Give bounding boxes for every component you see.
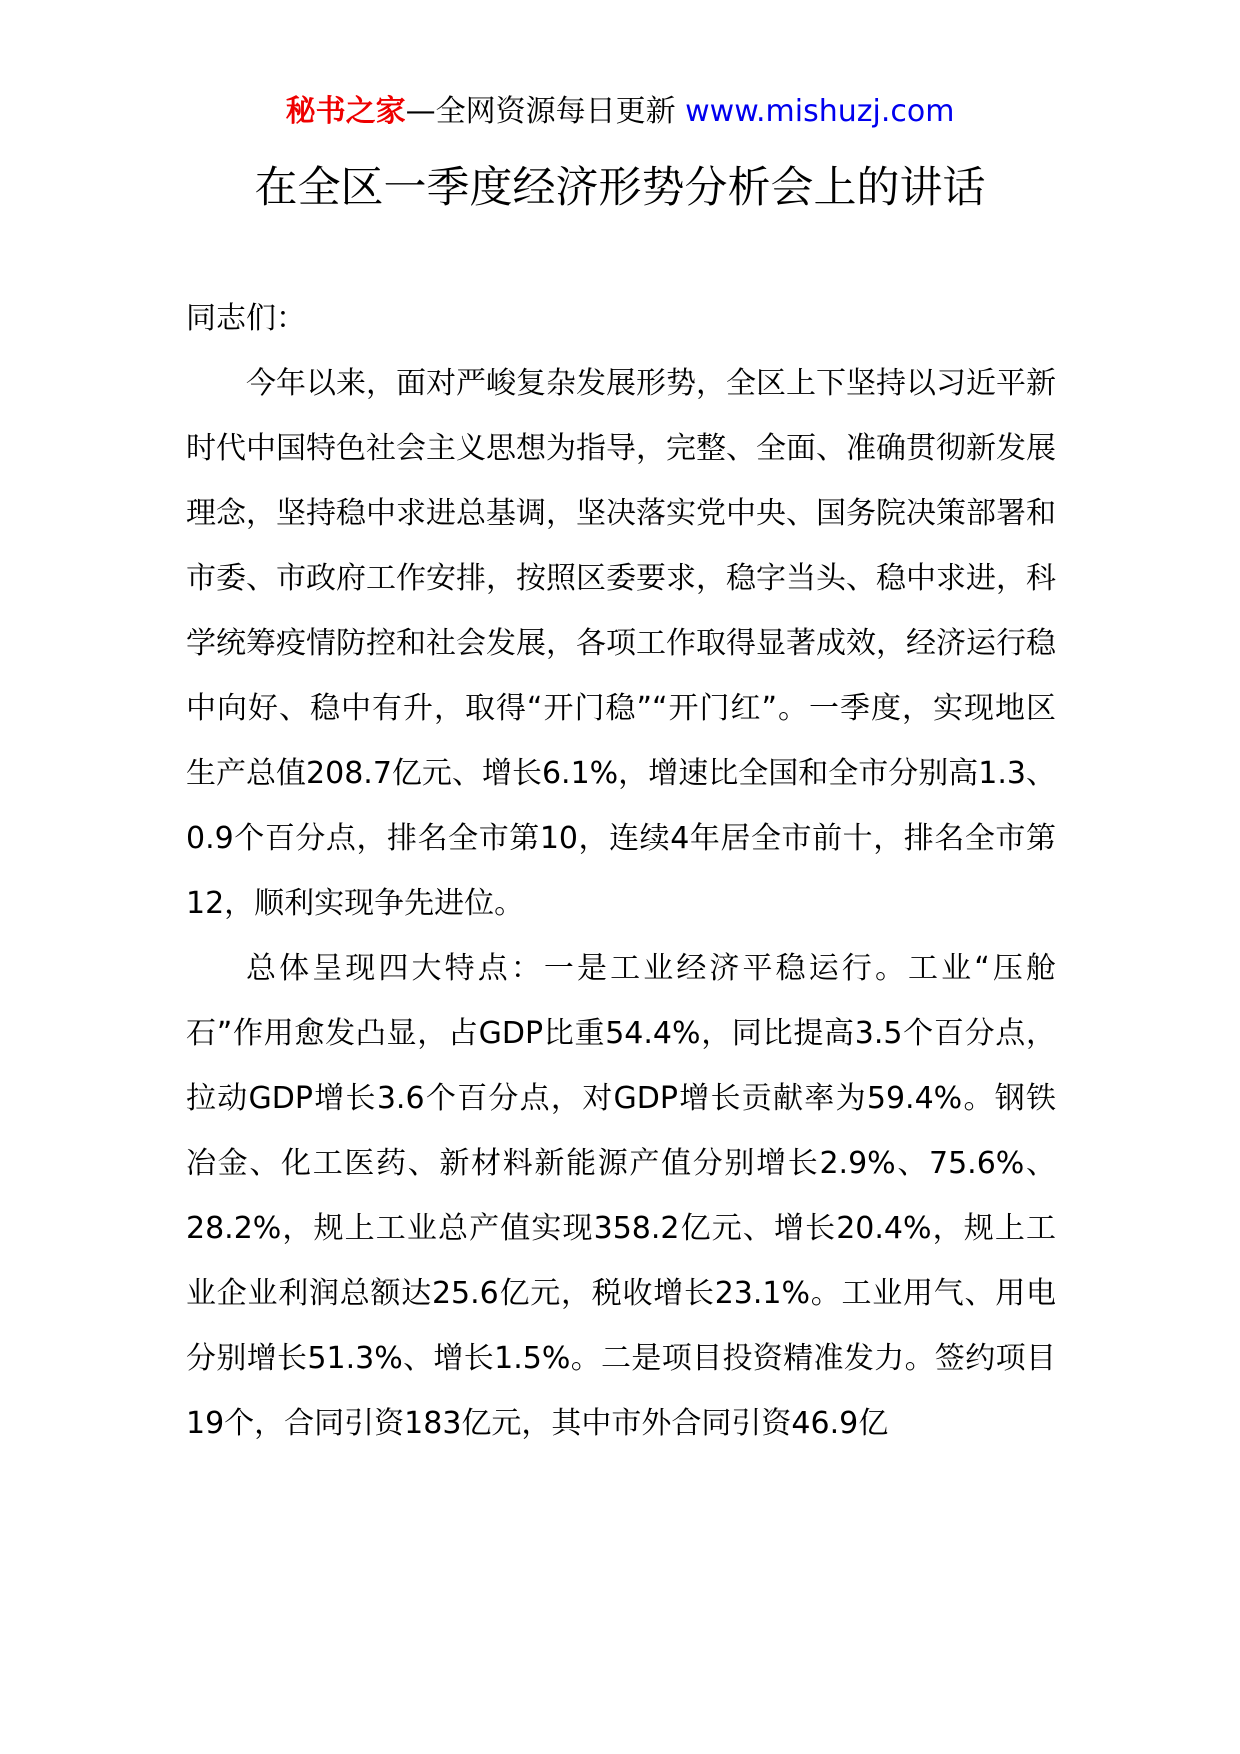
document-body [186, 286, 1056, 1456]
site-url-link[interactable]: www.mishuzj.com [685, 94, 955, 129]
site-header [0, 92, 1240, 132]
document-title: 在全区一季度经济形势分析会上的讲话 [254, 163, 986, 213]
salutation: 同志们： [186, 301, 306, 336]
site-tagline: —全网资源每日更新 [405, 94, 686, 129]
paragraph-2: 总体呈现四大特点：一是工业经济平稳运行。工业“压舱石”作用愈发凸显，占GDP比重54.4%，同比提高3.5个百分点，拉动GDP增长3.6个百分点，对GDP增长贡献率为59.4%。钢铁冶金、化工医药、新材料新能源产值分别增长2.9%、75.6%、28.2%，规上工业总产值实现358.2亿元、增长20.4%，规上工业企业利润总额达25.6亿元，税收增长23.1%。工业用气、用电分别增长51.3%、增长1.5%。二是项目投资精准发力。签约项目19个，合同引资183亿元，其中市外合同引资46.9亿 [186, 951, 1056, 1441]
paragraph-1: 今年以来，面对严峻复杂发展形势，全区上下坚持以习近平新时代中国特色社会主义思想为指导，完整、全面、准确贯彻新发展理念，坚持稳中求进总基调，坚决落实党中央、国务院决策部署和市委、市政府工作安排，按照区委要求，稳字当头、稳中求进，科学统筹疫情防控和社会发展，各项工作取得显著成效，经济运行稳中向好、稳中有升，取得“开门稳”“开门红”。一季度，实现地区生产总值208.7亿元、增长6.1%，增速比全国和全市分别高1.3、0.9个百分点，排名全市第10，连续4年居全市前十，排名全市第12，顺利实现争先进位。 [186, 366, 1056, 921]
brand-name: 秘书之家 [285, 94, 406, 129]
